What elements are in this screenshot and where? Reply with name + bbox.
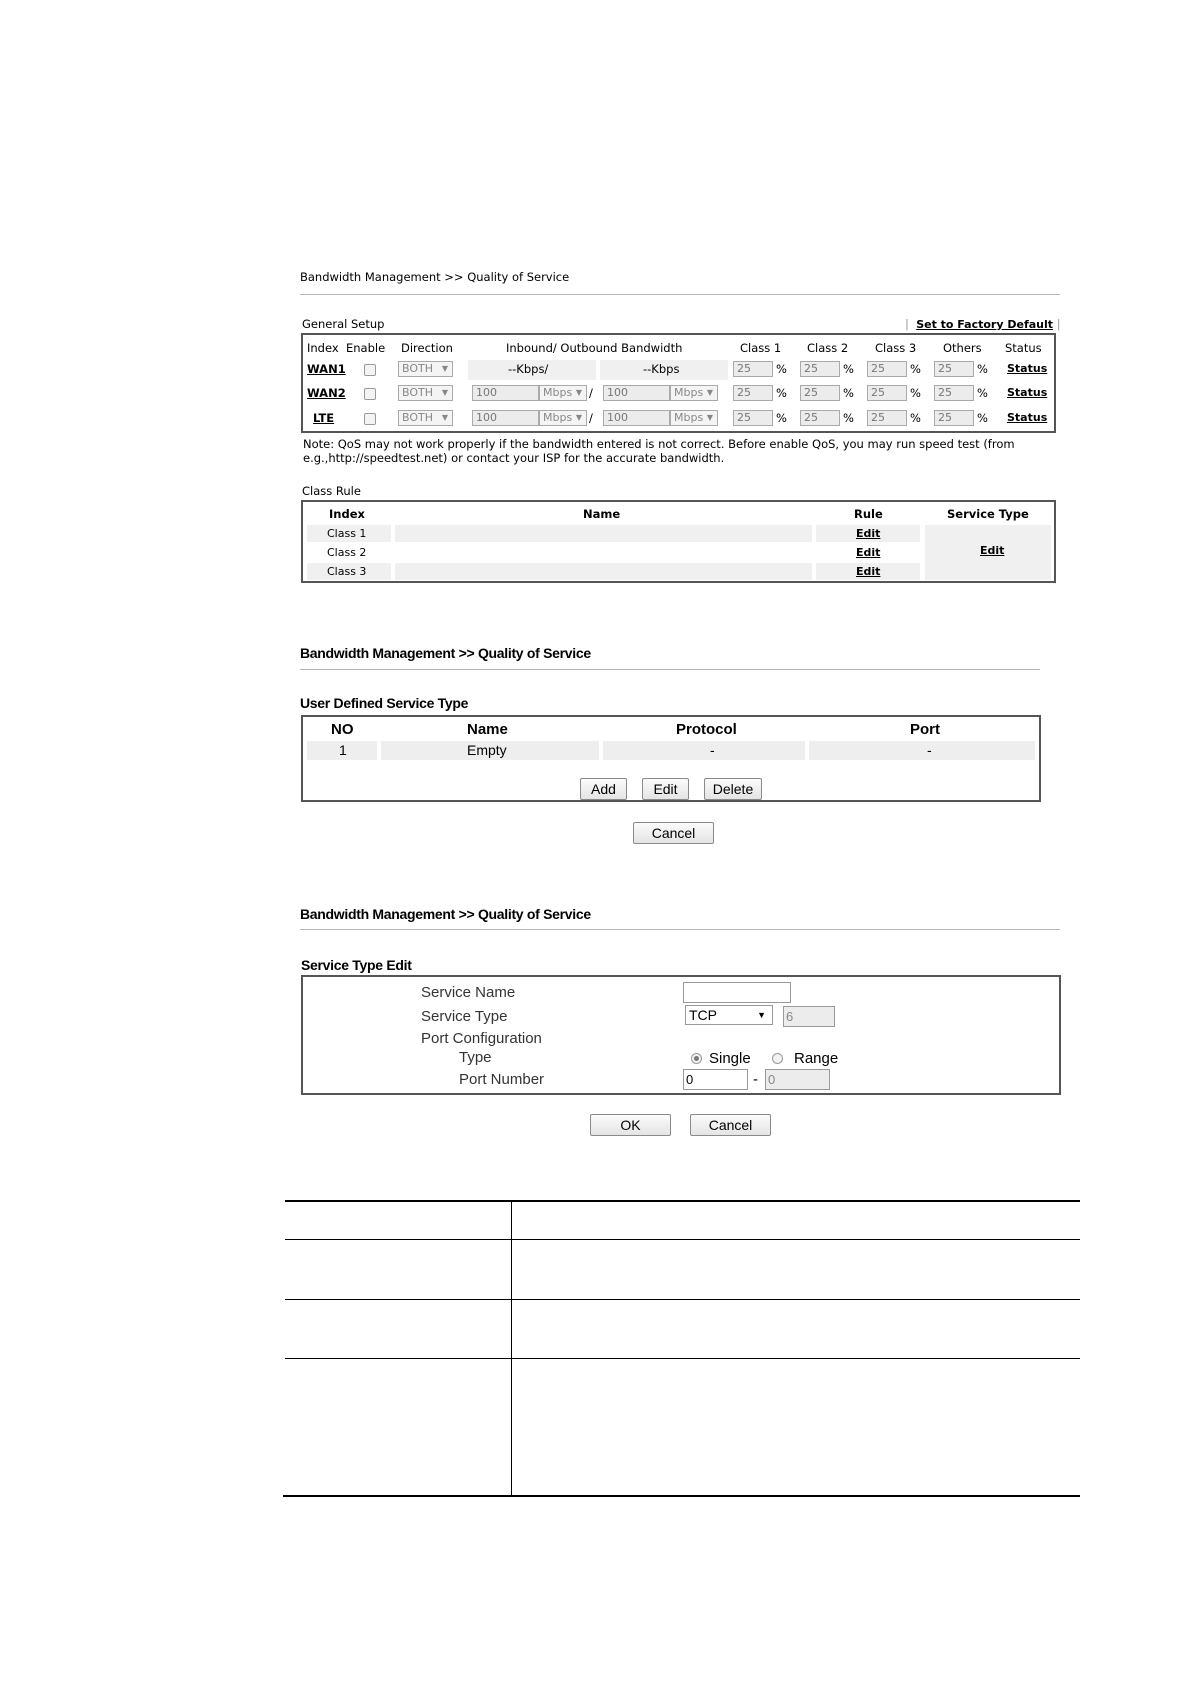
wan1-enable-checkbox[interactable] xyxy=(364,364,376,376)
note-line-1: Note: QoS may not work properly if the bandwidth entered is not correct. Before enable QoS, you may run speed test (from xyxy=(303,437,1015,451)
port-configuration-label: Port Configuration xyxy=(421,1030,542,1047)
service-type-select[interactable]: TCP ▼ xyxy=(685,1005,773,1025)
s1-breadcrumb: Bandwidth Management >> Quality of Service xyxy=(300,270,570,284)
service-type-cell xyxy=(925,525,1051,580)
s1-title-divider xyxy=(300,294,1060,295)
service-type-edit-form xyxy=(301,975,1061,1095)
ok-button[interactable]: OK xyxy=(590,1114,671,1136)
protocol-number-input[interactable]: 6 xyxy=(783,1006,835,1027)
row-no: 1 xyxy=(339,742,347,758)
class-index: Class 2 xyxy=(327,546,367,559)
service-name-label: Service Name xyxy=(421,984,516,1001)
chevron-down-icon: ▼ xyxy=(706,388,713,397)
row-port: - xyxy=(927,742,932,758)
class-index: Class 1 xyxy=(327,527,367,540)
chevron-down-icon: ▼ xyxy=(575,413,582,422)
lte-others-input[interactable]: 25 xyxy=(934,410,974,426)
table-row: WAN2 BOTH ▼ 100 Mbps ▼ / 100 Mbps ▼ 25 % 25 % 25 % 25 % Status xyxy=(307,386,1048,400)
table-row: WAN1 BOTH ▼ --Kbps/ --Kbps 25 % 25 % 25 % 25 % Status xyxy=(303,359,1054,381)
port-from-input[interactable]: 0 xyxy=(683,1069,748,1090)
factory-default-link[interactable]: Set to Factory Default xyxy=(916,318,1054,331)
lte-class3-input[interactable]: 25 xyxy=(867,410,907,426)
col-header-enable: Enable xyxy=(346,341,386,355)
lte-enable-checkbox[interactable] xyxy=(364,413,376,425)
range-radio-label: Range xyxy=(794,1050,839,1067)
lte-inbound-input[interactable]: 100 xyxy=(472,410,539,426)
col-header-name: Name xyxy=(583,507,621,521)
wan2-status-link[interactable]: Status xyxy=(1007,386,1048,399)
single-radio[interactable] xyxy=(691,1053,702,1064)
col-header-bandwidth: Inbound/ Outbound Bandwidth xyxy=(506,341,683,355)
class3-rule-edit-link[interactable]: Edit xyxy=(856,565,881,578)
col-header-index: Index xyxy=(307,341,339,355)
wan1-others-input[interactable]: 25 xyxy=(934,361,974,377)
col-header-others: Others xyxy=(943,341,982,355)
class-index: Class 3 xyxy=(327,565,367,578)
col-header-direction: Direction xyxy=(401,341,453,355)
chevron-down-icon: ▼ xyxy=(706,413,713,422)
class-rule-label: Class Rule xyxy=(302,484,361,498)
port-to-input[interactable]: 0 xyxy=(765,1069,830,1090)
type-label: Type xyxy=(459,1049,492,1066)
delete-button[interactable]: Delete xyxy=(704,778,762,800)
cancel-button[interactable]: Cancel xyxy=(633,822,714,844)
col-header-service-type: Service Type xyxy=(947,507,1029,521)
general-setup-label: General Setup xyxy=(302,317,385,331)
service-type-edit-label: Service Type Edit xyxy=(301,957,412,973)
wan2-enable-checkbox[interactable] xyxy=(364,388,376,400)
s2-breadcrumb: Bandwidth Management >> Quality of Service xyxy=(300,645,591,661)
lte-link[interactable]: LTE xyxy=(313,411,335,425)
qos-note xyxy=(303,437,1063,465)
cancel-button[interactable]: Cancel xyxy=(690,1114,771,1136)
col-header-rule: Rule xyxy=(854,507,883,521)
note-line-2: e.g.,http://speedtest.net) or contact your ISP for the accurate bandwidth. xyxy=(303,451,725,465)
wan2-class2-input[interactable]: 25 xyxy=(800,385,840,401)
row-protocol: - xyxy=(710,742,715,758)
wan2-inbound-unit-select[interactable]: Mbps ▼ xyxy=(539,385,587,401)
col-header-index: Index xyxy=(329,507,365,521)
chevron-down-icon: ▼ xyxy=(575,388,582,397)
doc-table-rule xyxy=(285,1299,1080,1300)
doc-table-top-rule xyxy=(285,1200,1080,1202)
wan2-inbound-input[interactable]: 100 xyxy=(472,385,539,401)
doc-table-bottom-rule xyxy=(283,1495,1080,1497)
col-header-status: Status xyxy=(1005,341,1042,355)
service-type-edit-link[interactable]: Edit xyxy=(980,544,1005,557)
port-number-label: Port Number xyxy=(459,1071,545,1088)
add-button[interactable]: Add xyxy=(580,778,627,800)
wan2-others-input[interactable]: 25 xyxy=(934,385,974,401)
service-type-label: Service Type xyxy=(421,1008,508,1025)
s3-breadcrumb: Bandwidth Management >> Quality of Service xyxy=(300,906,591,922)
lte-inbound-unit-select[interactable]: Mbps ▼ xyxy=(539,410,587,426)
table-row: LTE BOTH ▼ 100 Mbps ▼ / 100 Mbps ▼ 25 % 25 % 25 % 25 % Status xyxy=(313,411,1048,425)
col-header-class1: Class 1 xyxy=(740,341,782,355)
user-defined-service-type-label: User Defined Service Type xyxy=(300,695,469,711)
factory-default-wrapper xyxy=(905,317,1061,331)
table-row xyxy=(303,741,1039,761)
lte-class1-input[interactable]: 25 xyxy=(733,410,773,426)
lte-direction-select[interactable]: BOTH ▼ xyxy=(398,410,453,426)
wan1-inbound-text: --Kbps/ xyxy=(508,362,549,376)
chevron-down-icon: ▼ xyxy=(441,388,448,397)
edit-button[interactable]: Edit xyxy=(642,778,689,800)
wan2-class3-input[interactable]: 25 xyxy=(867,385,907,401)
pipe-separator: | xyxy=(1056,317,1061,331)
row-name: Empty xyxy=(467,742,507,758)
wan2-outbound-input[interactable]: 100 xyxy=(603,385,670,401)
class2-rule-edit-link[interactable]: Edit xyxy=(856,546,881,559)
wan1-class2-input[interactable]: 25 xyxy=(800,361,840,377)
wan1-outbound-text: --Kbps xyxy=(643,362,680,376)
col-header-class2: Class 2 xyxy=(807,341,849,355)
single-radio-label: Single xyxy=(709,1050,751,1067)
wan2-outbound-unit-select[interactable]: Mbps ▼ xyxy=(670,385,718,401)
wan1-class1-input[interactable]: 25 xyxy=(733,361,773,377)
doc-table-rule xyxy=(285,1239,1080,1240)
class-rule-table xyxy=(301,500,1056,583)
chevron-down-icon: ▼ xyxy=(757,1010,766,1020)
chevron-down-icon: ▼ xyxy=(441,413,448,422)
wan2-link[interactable]: WAN2 xyxy=(307,386,346,400)
wan1-status-link[interactable]: Status xyxy=(1007,362,1048,375)
lte-outbound-unit-select[interactable]: Mbps ▼ xyxy=(670,410,718,426)
s2-title-divider xyxy=(300,669,1040,670)
wan2-direction-select[interactable]: BOTH ▼ xyxy=(398,385,453,401)
wan1-class3-input[interactable]: 25 xyxy=(867,361,907,377)
chevron-down-icon: ▼ xyxy=(441,364,448,373)
doc-table-rule xyxy=(285,1358,1080,1359)
lte-outbound-input[interactable]: 100 xyxy=(603,410,670,426)
range-radio[interactable] xyxy=(772,1053,783,1064)
col-header-no: NO xyxy=(331,721,354,738)
wan2-class1-input[interactable]: 25 xyxy=(733,385,773,401)
port-range-dash: - xyxy=(753,1071,758,1088)
s3-title-divider xyxy=(300,929,1060,930)
doc-table-column-divider xyxy=(511,1201,512,1496)
general-setup-table xyxy=(301,333,1056,433)
lte-status-link[interactable]: Status xyxy=(1007,411,1048,424)
col-header-class3: Class 3 xyxy=(875,341,917,355)
col-header-protocol: Protocol xyxy=(676,721,737,738)
col-header-port: Port xyxy=(910,721,940,738)
wan1-link[interactable]: WAN1 xyxy=(307,362,346,376)
pipe-separator: | xyxy=(905,317,909,331)
col-header-name: Name xyxy=(467,721,508,738)
service-name-input[interactable] xyxy=(683,982,791,1003)
user-defined-service-table xyxy=(301,715,1041,802)
class1-rule-edit-link[interactable]: Edit xyxy=(856,527,881,540)
wan1-direction-select[interactable]: BOTH ▼ xyxy=(398,361,453,377)
lte-class2-input[interactable]: 25 xyxy=(800,410,840,426)
